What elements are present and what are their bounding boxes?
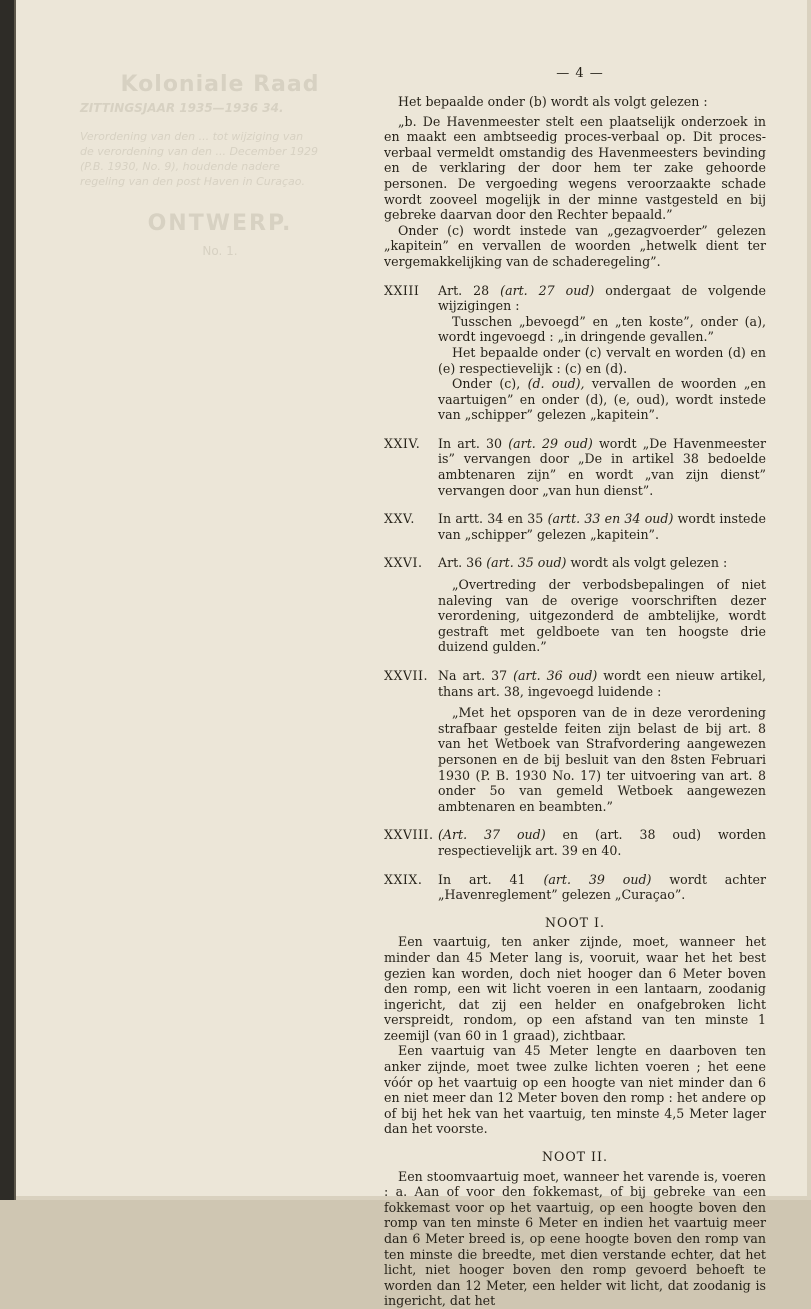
- noot-1-body: [384, 934, 766, 1137]
- article-line: [438, 668, 766, 699]
- article-text: [438, 283, 766, 423]
- line-text: Art. 36: [438, 555, 487, 571]
- line-text: vervallen de woorden „en vaartuigen” en onder (d), (e, oud), wordt instede van „schipper” gelezen „kapitein”.: [438, 376, 766, 423]
- line-text: wordt instede van „schipper” gelezen „kapitein”.: [438, 511, 766, 542]
- line-reference: (Art. 37 oud): [438, 827, 546, 843]
- article-number: XXV.: [384, 511, 415, 527]
- ghost-ontwerp: ONTWERP.: [147, 211, 293, 236]
- article-line: [438, 872, 766, 903]
- article-text: [438, 555, 766, 655]
- article-quote: „Met het opsporen van de in deze verordening strafbaar gestelde feiten zijn belast de bij art. 8 van het Wetboek van Strafvordering aangewezen personen en de bij besluit van den 8sten Februari 1930 (P. B. 1930 No. 17) ter uitvoering van art. 8 onder 5o van gemeld Wetboek aangewezen ambtenaren en beambten.”: [438, 705, 766, 814]
- article-1: [384, 283, 766, 423]
- noot-1-paragraph-1: Een vaartuig, ten anker zijnde, moet, wanneer het minder dan 45 Meter lang is, vooruit, waar het het best gezien kan worden, doch niet hooger dan 6 Meter boven den romp, een wit licht voeren in een lantaarn, zoodanig ingericht, dat zij een helder en onafgebroken licht verspreidt, rondom, op een afstand van ten minste 1 zeemijl (van 60 in 1 graad), zichtbaar.: [384, 934, 766, 1043]
- intro-c-paragraph: Onder (c) wordt instede van „gezagvoerder” gelezen „kapitein” en vervallen de woorden „hetwelk dient ter vergemakkelijking van de schaderegeling”.: [384, 222, 766, 269]
- article-line: [438, 511, 766, 542]
- line-reference: (artt. 33 en 34 oud): [547, 511, 674, 527]
- noot-1-heading: NOOT I.: [544, 914, 606, 930]
- line-reference: (art. 27 oud): [500, 282, 595, 298]
- article-4: [384, 555, 766, 655]
- article-line: [438, 436, 766, 498]
- article-number: XXIV.: [384, 435, 421, 451]
- article-list: [384, 283, 766, 903]
- article-quote: „Overtreding der verbodsbepalingen of niet naleving van de overige voorschriften dezer verordening, uitgezonderd de ambtelijke, wordt gestraft met geldboete van ten hoogste drie duizend gulden.”: [438, 577, 766, 655]
- noot-2-body: [384, 1169, 766, 1309]
- article-6: [384, 827, 766, 858]
- line-text: Het bepaalde onder (c) vervalt en worden (d) en (e) respectievelijk : (c) en (d).: [438, 344, 766, 376]
- article-5: [384, 668, 766, 814]
- article-line: [438, 555, 766, 571]
- line-text: In art. 41: [438, 871, 544, 887]
- article-2: [384, 436, 766, 498]
- intro-lead: Het bepaalde onder (b) wordt als volgt gelezen :: [398, 94, 708, 109]
- article-number: XXIII: [384, 282, 420, 298]
- bleed-through-header: [80, 72, 360, 258]
- line-text: Na art. 37: [438, 668, 514, 683]
- ghost-session: ZITTINGSJAAR 1935—1936 34.: [80, 101, 284, 115]
- noot-2-paragraph-1: Een stoomvaartuig moet, wanneer het varende is, voeren : a. Aan of voor den fokkemast, of bij gebreke van een fokkemast voor op het vaartuig, op een hoogte boven den romp van ten minste 6 Meter en indien het vaartuig meer dan 6 Meter breed is, op eene hoogte boven den romp van ten minste die breedte, met dien verstande echter, dat het licht, niet hooger boven den romp gevoerd behoeft te worden dan 12 Meter, een helder wit licht, dat zoodanig is ingericht, dat het: [384, 1168, 766, 1309]
- line-text: Onder (c),: [452, 376, 528, 392]
- line-text: Tusschen „bevoegd” en „ten koste”, onder (a), wordt ingevoegd : „in dringende gevallen.”: [438, 313, 766, 345]
- article-number: XXVII.: [384, 668, 428, 683]
- line-text: In art. 30: [438, 435, 509, 451]
- article-text: [438, 511, 766, 542]
- intro-b-paragraph: „b. De Havenmeester stelt een plaatselijk onderzoek in en maakt een ambtseedig proces-verbaal op. Dit proces-verbaal vermeldt omstandig des Havenmeesters bevinding en de verklaring der door hem ter zake gehoorde personen. De vergoeding wegens veroorzaakte schade wordt zooveel mogelijk in der minne vastgesteld en bij gebreke daarvan door den Rechter bepaald.”: [384, 113, 766, 223]
- noot-2-heading: NOOT II.: [541, 1149, 609, 1165]
- line-text: ondergaat de volgende wijzigingen :: [438, 282, 766, 314]
- article-text: [438, 827, 766, 858]
- article-line: [438, 283, 766, 314]
- document-body: [384, 94, 766, 1309]
- line-text: wordt als volgt gelezen :: [566, 555, 728, 571]
- article-text: [438, 668, 766, 814]
- noot-1-paragraph-2: Een vaartuig van 45 Meter lengte en daarboven ten anker zijnde, moet twee zulke lichten voeren ; het eene vóór op het vaartuig op een hoogte van niet minder dan 6 en niet meer dan 12 Meter boven den romp : het andere op of bij het hek van het vaartuig, ten minste 4,5 Meter lager dan het voorste.: [384, 1043, 766, 1137]
- page-number: — 4 —: [556, 66, 604, 81]
- line-reference: (art. 29 oud): [508, 435, 593, 451]
- line-text: Art. 28: [438, 282, 501, 298]
- article-number: XXVI.: [384, 555, 423, 571]
- line-text: wordt achter „Havenreglement” gelezen „Curaçao”.: [438, 871, 766, 903]
- article-3: [384, 511, 766, 542]
- line-text: wordt een nieuw artikel, thans art. 38, ingevoegd luidende :: [438, 668, 767, 699]
- ghost-title: Koloniale Raad: [120, 72, 320, 97]
- line-text: wordt „De Havenmeester is” vervangen door „De in artikel 38 bedoelde ambtenaren zijn” en wordt „van zijn dienst” vervangen door „van hun dienst”.: [438, 435, 766, 498]
- line-reference: (d. oud),: [527, 376, 585, 392]
- ghost-number: No. 1.: [202, 244, 238, 258]
- article-line: [438, 314, 766, 345]
- article-number: XXVIII.: [384, 827, 434, 843]
- article-line: [438, 827, 766, 858]
- line-reference: (art. 35 oud): [486, 555, 567, 571]
- line-text: In artt. 34 en 35: [438, 511, 548, 527]
- article-7: [384, 872, 766, 903]
- line-reference: (art. 39 oud): [543, 871, 652, 887]
- article-line: [438, 345, 766, 376]
- article-text: [438, 872, 766, 903]
- article-line: [438, 376, 766, 423]
- line-reference: (art. 36 oud): [513, 668, 598, 683]
- line-text: en (art. 38 oud) worden respectievelijk art. 39 en 40.: [438, 827, 766, 858]
- ghost-description: Verordening van den ... tot wijziging van de verordening van den ... December 1929 (P.B. 1930, No. 9), houdende nadere regeling van den post Haven in Curaçao.: [80, 130, 318, 188]
- article-number: XXIX.: [384, 871, 423, 887]
- article-text: [438, 436, 766, 498]
